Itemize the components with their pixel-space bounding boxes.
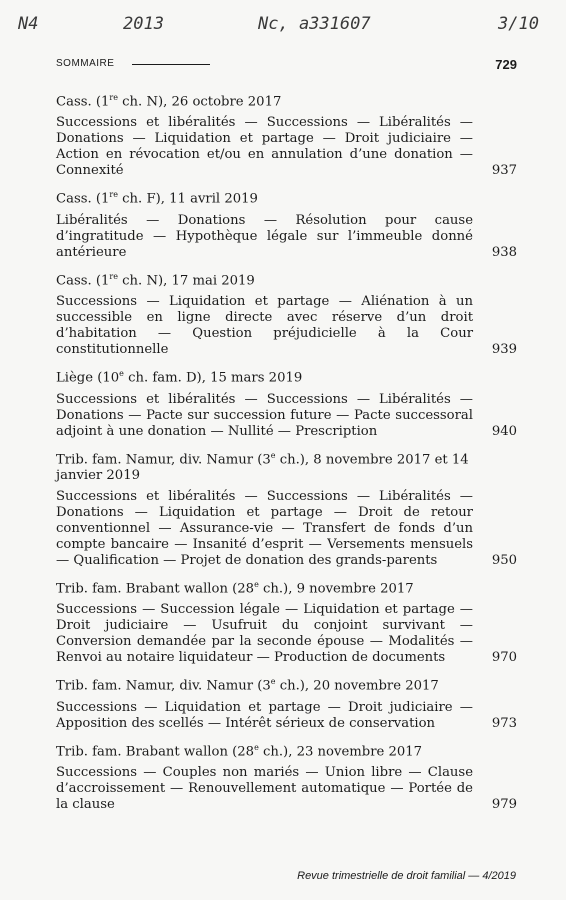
- journal-footer: Revue trimestrielle de droit familial — 4/2019: [297, 870, 516, 882]
- summary-list: [56, 90, 517, 821]
- court-reference: Trib. fam. Namur, div. Namur (3e ch.), 8 novembre 2017 et 14 janvier 2019: [56, 450, 469, 483]
- summary-entry: [56, 674, 517, 731]
- summary-entry: [56, 448, 517, 569]
- court-reference: Liège (10e ch. fam. D), 15 mars 2019: [56, 369, 303, 386]
- court-reference: Cass. (1re ch. N), 17 mai 2019: [56, 271, 255, 289]
- entry-page: 940: [491, 423, 517, 439]
- handwritten-note-b: 2013: [123, 14, 164, 34]
- court-reference: Cass. (1re ch. N), 26 octobre 2017: [56, 93, 282, 110]
- page-header: [56, 58, 517, 78]
- court-reference: Trib. fam. Brabant wallon (28e ch.), 9 novembre 2017: [56, 579, 414, 597]
- summary-entry: [56, 366, 517, 439]
- keywords: Successions et libéralités — Successions — Libéralités — Donations — Pacte sur succession future — Pacte successoral adjoint à une donation — Nullité — Prescription: [56, 391, 473, 439]
- keywords: Successions — Liquidation et partage — Droit judiciaire — Apposition des scellés — Intérêt sérieux de conservation: [56, 699, 473, 731]
- handwritten-note-d: 3/10: [498, 14, 539, 34]
- handwritten-annotations: [18, 14, 548, 44]
- summary-entry: [56, 740, 517, 813]
- entry-page: 937: [491, 163, 517, 179]
- keywords: Successions et libéralités — Successions — Libéralités — Donations — Liquidation et partage — Droit de retour conventionnel — Assurance-vie — Transfert de fonds d’un compte bancaire — Insanité d’esprit — Versements mensuels — Qualification — Projet de donation des grands-parents: [56, 488, 473, 568]
- page-number: 729: [495, 57, 517, 72]
- keywords: Successions — Succession légale — Liquidation et partage — Droit judiciaire — Usufruit du conjoint survivant — Conversion demandée par la seconde épouse — Modalités — Renvoi au notaire liquidateur — Production de documents: [56, 602, 473, 666]
- entry-page: 938: [491, 244, 517, 260]
- handwritten-note-a: N4: [18, 14, 39, 34]
- court-reference: Trib. fam. Brabant wallon (28e ch.), 23 novembre 2017: [56, 742, 423, 760]
- entry-page: 970: [491, 650, 517, 666]
- keywords: Successions et libéralités — Successions — Libéralités — Donations — Liquidation et partage — Droit judiciaire — Action en révocation et/ou en annulation d’une donation — Connexité: [56, 115, 473, 179]
- summary-entry: [56, 90, 517, 179]
- entry-page: 939: [491, 342, 517, 358]
- keywords: Successions — Liquidation et partage — Aliénation à un successible en ligne directe avec réserve d’un droit d’habitation — Question préjudicielle à la Cour constitutionnelle: [56, 294, 473, 358]
- entry-page: 973: [491, 715, 517, 731]
- header-rule: [132, 64, 210, 65]
- court-reference: Trib. fam. Namur, div. Namur (3e ch.), 20 novembre 2017: [56, 677, 439, 694]
- summary-entry: [56, 577, 517, 666]
- section-title: SOMMAIRE: [56, 58, 115, 69]
- keywords: Successions — Couples non mariés — Union libre — Clause d’accroissement — Renouvellement automatique — Portée de la clause: [56, 765, 473, 813]
- entry-page: 950: [491, 552, 517, 568]
- summary-entry: [56, 269, 517, 358]
- keywords: Libéralités — Donations — Résolution pour cause d’ingratitude — Hypothèque légale sur l’immeuble donné antérieure: [56, 212, 473, 260]
- court-reference: Cass. (1re ch. F), 11 avril 2019: [56, 190, 258, 207]
- handwritten-note-c: Nc, a331607: [258, 14, 371, 34]
- summary-entry: [56, 187, 517, 260]
- entry-page: 979: [491, 797, 517, 813]
